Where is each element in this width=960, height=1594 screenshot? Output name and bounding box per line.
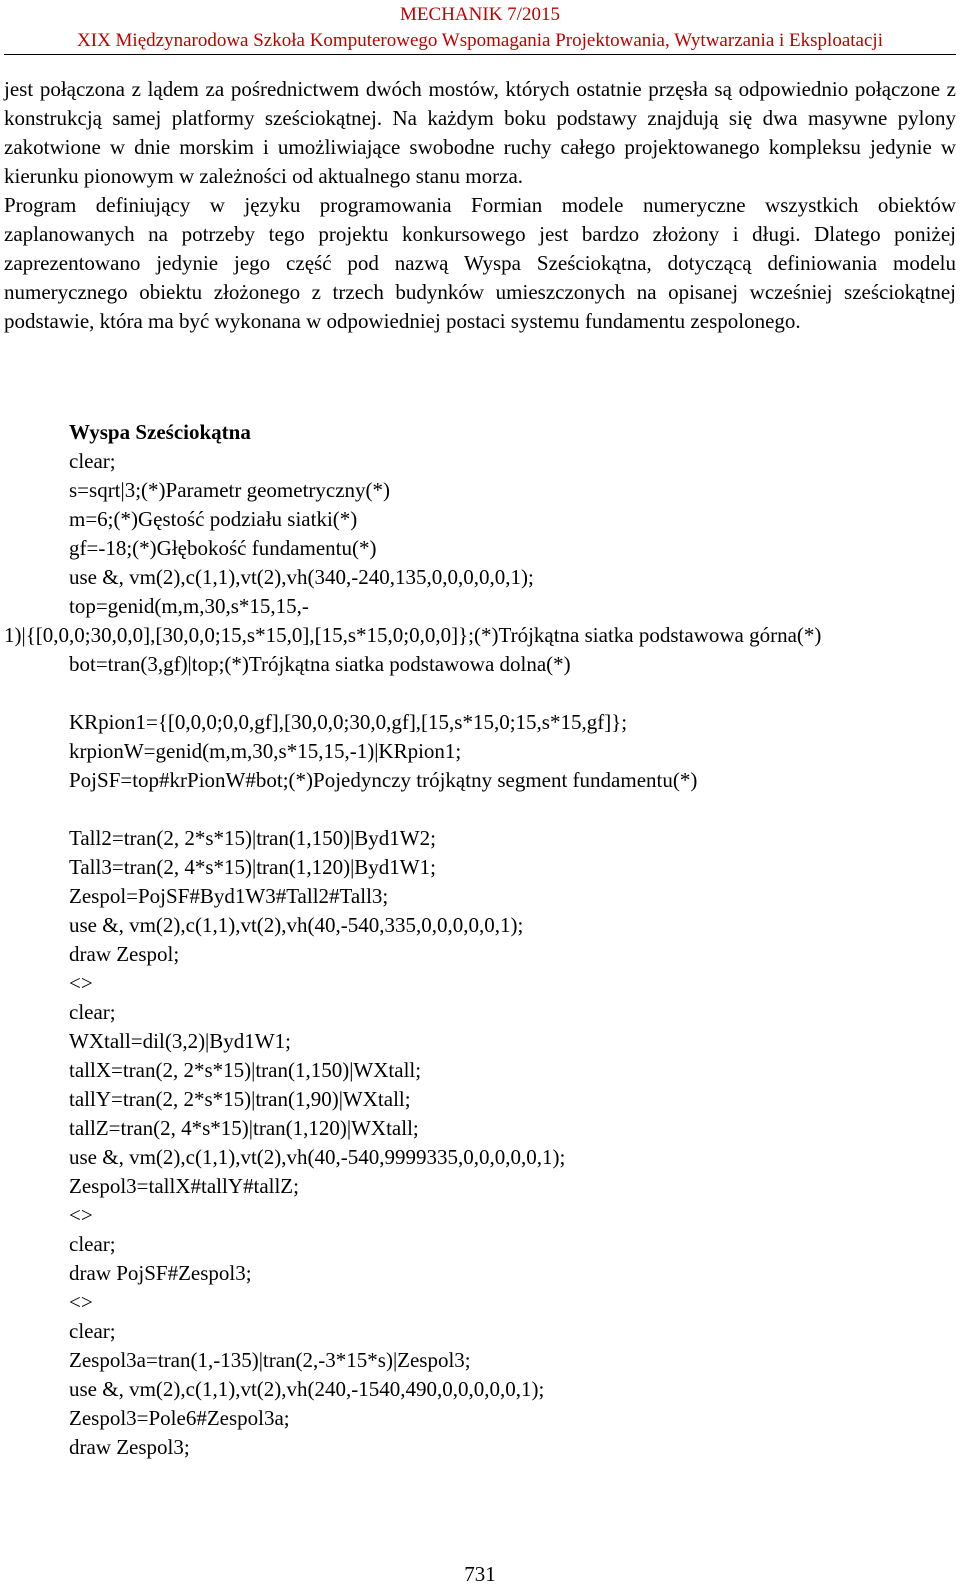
header-divider bbox=[4, 54, 956, 55]
code-line: use &, vm(2),c(1,1),vt(2),vh(40,-540,335,0,0,0,0,0,1); bbox=[69, 913, 524, 937]
code-line: clear; bbox=[69, 1232, 116, 1256]
code-line: <> bbox=[69, 1203, 93, 1227]
code-title: Wyspa Sześciokątna bbox=[69, 420, 251, 444]
journal-title: MECHANIK 7/2015 bbox=[400, 4, 560, 25]
code-line: <> bbox=[69, 971, 93, 995]
code-line: krpionW=genid(m,m,30,s*15,15,-1)|KRpion1; bbox=[69, 739, 462, 763]
code-line: use &, vm(2),c(1,1),vt(2),vh(40,-540,9999335,0,0,0,0,0,1); bbox=[69, 1145, 566, 1169]
code-line: WXtall=dil(3,2)|Byd1W1; bbox=[69, 1029, 291, 1053]
code-line: draw Zespol3; bbox=[69, 1435, 190, 1459]
code-line: tallY=tran(2, 2*s*15)|tran(1,90)|WXtall; bbox=[69, 1087, 411, 1111]
code-line-wrapped: 1)|{[0,0,0;30,0,0],[30,0,0;15,s*15,0],[15,s*15,0;0,0,0]};(*)Trójkątna siatka podstawowa górna(*) bbox=[4, 623, 822, 647]
page-number: 731 bbox=[464, 1562, 496, 1586]
code-line: Zespol=PojSF#Byd1W3#Tall2#Tall3; bbox=[69, 884, 389, 908]
code-line: s=sqrt|3;(*)Parametr geometryczny(*) bbox=[69, 478, 391, 502]
code-line: clear; bbox=[69, 1319, 116, 1343]
code-listing bbox=[4, 418, 956, 1462]
page-header bbox=[0, 0, 960, 54]
code-line: top=genid(m,m,30,s*15,15,- bbox=[69, 594, 309, 618]
conference-title: XIX Międzynarodowa Szkoła Komputerowego Wspomagania Projektowania, Wytwarzania i Eksploatacji bbox=[77, 30, 883, 51]
code-line: m=6;(*)Gęstość podziału siatki(*) bbox=[69, 507, 358, 531]
paragraph: jest połączona z lądem za pośrednictwem dwóch mostów, których ostatnie przęsła są odpowiednio połączone z konstrukcją samej platformy sześciokątnej. Na każdym boku podstawy znajdują się dwa masywne pylony zakotwione w dnie morskim i umożliwiające swobodne ruchy całego projektowanego kompleksu jedynie w kierunku pionowym w zależności od aktualnego stanu morza. bbox=[4, 77, 956, 188]
code-line: tallX=tran(2, 2*s*15)|tran(1,150)|WXtall; bbox=[69, 1058, 422, 1082]
paragraph: Program definiujący w języku programowania Formian modele numeryczne wszystkich obiektów zaplanowanych na potrzeby tego projektu konkursowego jest bardzo złożony i długi. Dlatego poniżej zaprezentowano jedynie jego część pod nazwą Wyspa Sześciokątna, dotyczącą definiowania modelu numerycznego obiektu złożonego z trzech budynków umieszczonych na opisanej wcześniej sześciokątnej podstawie, która ma być wykonana w odpowiedniej postaci systemu fundamentu zespolonego. bbox=[4, 193, 956, 333]
code-line: KRpion1={[0,0,0;0,0,gf],[30,0,0;30,0,gf],[15,s*15,0;15,s*15,gf]}; bbox=[69, 710, 628, 734]
code-line: tallZ=tran(2, 4*s*15)|tran(1,120)|WXtall; bbox=[69, 1116, 419, 1140]
code-line: Zespol3a=tran(1,-135)|tran(2,-3*15*s)|Zespol3; bbox=[69, 1348, 471, 1372]
code-line: Tall3=tran(2, 4*s*15)|tran(1,120)|Byd1W1; bbox=[69, 855, 436, 879]
code-line: Tall2=tran(2, 2*s*15)|tran(1,150)|Byd1W2; bbox=[69, 826, 436, 850]
code-line: Zespol3=Pole6#Zespol3a; bbox=[69, 1406, 290, 1430]
code-line: Zespol3=tallX#tallY#tallZ; bbox=[69, 1174, 299, 1198]
blank-line bbox=[4, 795, 956, 824]
code-line: use &, vm(2),c(1,1),vt(2),vh(340,-240,135,0,0,0,0,0,1); bbox=[69, 565, 534, 589]
code-line: draw PojSF#Zespol3; bbox=[69, 1261, 252, 1285]
article-body bbox=[4, 75, 956, 336]
code-line: PojSF=top#krPionW#bot;(*)Pojedynczy trójkątny segment fundamentu(*) bbox=[69, 768, 698, 792]
code-line: gf=-18;(*)Głębokość fundamentu(*) bbox=[69, 536, 377, 560]
code-line: use &, vm(2),c(1,1),vt(2),vh(240,-1540,490,0,0,0,0,0,1); bbox=[69, 1377, 545, 1401]
blank-line bbox=[4, 679, 956, 708]
code-line: <> bbox=[69, 1290, 93, 1314]
code-line: draw Zespol; bbox=[69, 942, 180, 966]
code-line: clear; bbox=[69, 1000, 116, 1024]
code-line: bot=tran(3,gf)|top;(*)Trójkątna siatka podstawowa dolna(*) bbox=[69, 652, 571, 676]
code-line: clear; bbox=[69, 449, 116, 473]
